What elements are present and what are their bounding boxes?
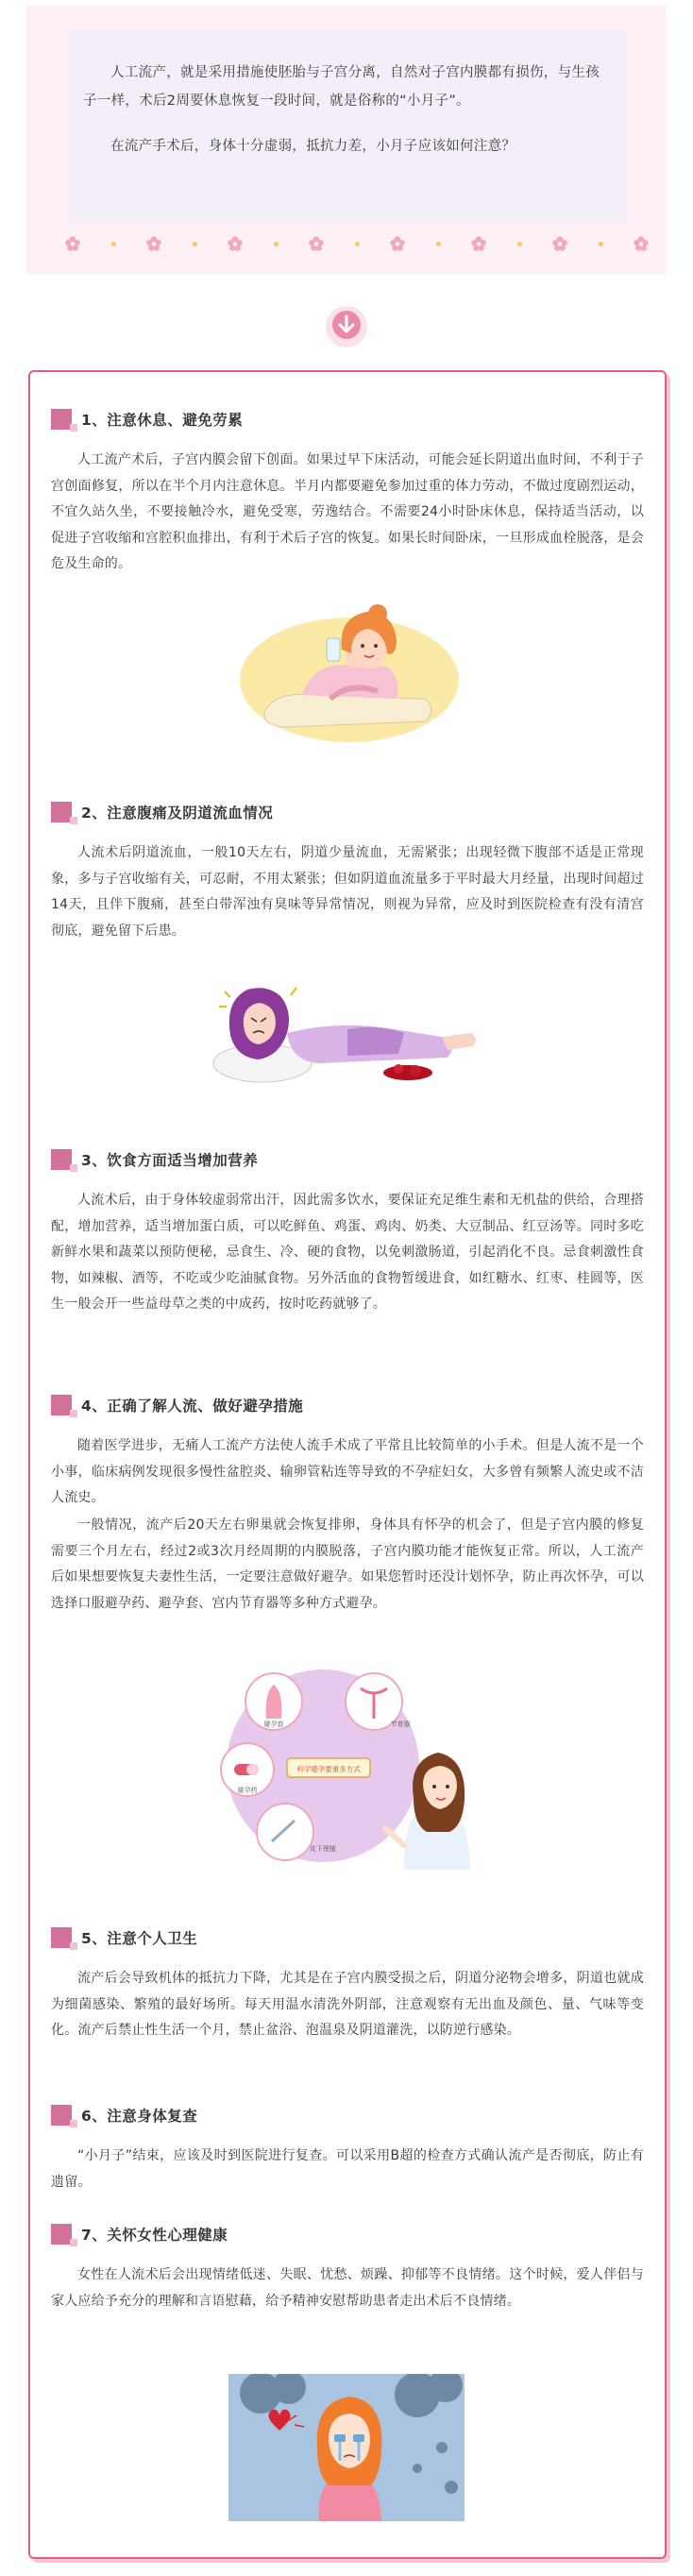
section-heading: [51, 1394, 303, 1416]
scroll-down-button[interactable]: [324, 304, 369, 349]
heading-marker: [51, 2224, 72, 2245]
condom-label: 避孕套: [263, 1720, 284, 1728]
section-title-text: 2、注意腹痛及阴道流血情况: [81, 805, 274, 822]
dot-icon: [355, 242, 360, 246]
section-heading: [51, 2223, 228, 2246]
section-paragraph: “小月子”结束，应该及时到医院进行复查。可以采用B超的检查方式确认流产是否彻底，防止有遗留。: [51, 2148, 644, 2190]
section-paragraph: 人流术后阴道流血，一般10天左右，阴道少量流血，无需紧张；出现轻微下腹部不适是正常现象，多与子宫收缩有关，可忍耐，不用太紧张；但如阴道血流量多于平时最大月经量，出现时间超过14天，且伴下腹痛，甚至白带浑浊有臭味等异常情况，则视为异常，应及时到医院检查有没有清宫彻底，避免留下后患。: [51, 845, 644, 939]
section-title-text: 6、注意身体复查: [81, 2108, 198, 2125]
intro-text-box: [68, 30, 627, 223]
flower-icon: [145, 235, 162, 252]
contraception-methods-illustration: [219, 1666, 474, 1872]
section-heading: [51, 801, 273, 823]
dot-icon: [274, 242, 279, 246]
intro-paragraph: 人工流产，就是采用措施使胚胎与子宫分离，自然对子宫内膜都有损伤，与生孩子一样，术后2周要休息恢复一段时间，就是俗称的“小月子”。: [83, 65, 600, 109]
section-paragraph: 一般情况，流产后20天左右卵巢就会恢复排卵，身体具有怀孕的机会了，但是子宫内膜的修复需要三个月左右，经过2或3次月经周期的内膜脱落，子宫内膜功能才能恢复正常。所以，人工流产后如果想要恢复夫妻性生活，一定要注意做好避孕。如果您暂时还没计划怀孕，防止再次怀孕，可以选择口服避孕药、避孕套、宫内节育器等多种方式避孕。: [51, 1517, 644, 1611]
implant-label: 皮下埋植: [310, 1845, 336, 1853]
abdominal-pain-illustration: [206, 978, 489, 1090]
article-body-card: [28, 370, 667, 2559]
sad-woman-illustration: [228, 2374, 465, 2521]
flower-icon: [633, 235, 650, 252]
section-title-text: 1、注意休息、避免劳累: [81, 412, 244, 429]
dot-icon: [193, 242, 197, 246]
section-paragraph: 人流术后，由于身体较虚弱常出汗，因此需多饮水，要保证充足维生素和无机盐的供给，合理搭配，增加营养，适当增加蛋白质，可以吃鲜鱼、鸡蛋、鸡肉、奶类、大豆制品、红豆汤等。同时多吃新鲜水果和蔬菜以预防便秘，忌食生、冷、硬的食物，以免刺激肠道，引起消化不良。忌食刺激性食物，如辣椒、酒等，不吃或少吃油腻食物。另外活血的食物暂缓进食，如红糖水、红枣、桂圆等，医生一般会开一些益母草之类的中成药，按时吃药就够了。: [51, 1193, 644, 1312]
dot-icon: [436, 242, 441, 246]
section-paragraph: 女性在人流术后会出现情绪低迷、失眠、忧愁、烦躁、抑郁等不良情绪。这个时候，爱人伴侣与家人应给予充分的理解和言语慰藉，给予精神安慰帮助患者走出术后不良情绪。: [51, 2267, 644, 2309]
dot-icon: [599, 242, 603, 246]
decorative-flower-row: [64, 232, 650, 255]
intro-card: [26, 6, 667, 274]
heading-marker: [51, 1395, 72, 1415]
section-heading: [51, 1148, 258, 1171]
iud-label: 节育器: [390, 1720, 411, 1728]
section-title-text: 7、关怀女性心理健康: [81, 2227, 228, 2244]
down-arrow-icon: [324, 304, 369, 349]
section-paragraph: 随着医学进步，无痛人工流产方法使人流手术成了平常且比较简单的小手术。但是人流不是一个小事，临床病例发现很多慢性盆腔炎、输卵管粘连等导致的不孕症妇女，大多曾有频繁人流史或不洁人流史。: [51, 1438, 644, 1505]
contraception-banner-label: 科学避孕要重多方式: [296, 1765, 361, 1773]
dot-icon: [111, 242, 116, 246]
flower-icon: [470, 235, 487, 252]
heading-marker: [51, 1927, 72, 1948]
section-heading: [51, 408, 243, 431]
section-paragraph: 人工流产术后，子宫内膜会留下创面。如果过早下床活动，可能会延长阴道出血时间，不利于子宫创面修复，所以在半个月内注意休息。半月内都要避免参加过重的体力劳动，不做过度剧烈运动，不宜久站久坐，不要接触冷水，避免受寒，劳逸结合。不需要24小时卧床休息，保持适当活动，以促进子宫收缩和宫腔积血排出，有利于术后子宫的恢复。如果长时间卧床，一旦形成血栓脱落，是会危及生命的。: [51, 452, 644, 571]
heading-marker: [51, 1149, 72, 1170]
resting-woman-illustration: [236, 601, 463, 744]
section-title-text: 4、正确了解人流、做好避孕措施: [81, 1398, 304, 1415]
heading-marker: [51, 2105, 72, 2126]
section-paragraph: 流产后会导致机体的抵抗力下降，尤其是在子宫内膜受损之后，阴道分泌物会增多，阴道也就成为细菌感染、繁殖的最好场所。每天用温水清洗外阴部，注意观察有无出血及颜色、量、气味等变化。流产后禁止性生活一个月，禁止盆浴、泡温泉及阴道灌洗，以防逆行感染。: [51, 1971, 644, 2038]
flower-icon: [308, 235, 325, 252]
flower-icon: [389, 235, 406, 252]
flower-icon: [64, 235, 81, 252]
pill-label: 避孕药: [237, 1787, 258, 1794]
intro-question: 在流产手术后，身体十分虚弱，抵抗力差，小月子应该如何注意？: [110, 139, 516, 154]
section-heading: [51, 1926, 197, 1949]
section-heading: [51, 2104, 197, 2127]
flower-icon: [227, 235, 244, 252]
section-title-text: 3、饮食方面适当增加营养: [81, 1152, 259, 1169]
flower-icon: [551, 235, 568, 252]
section-title-text: 5、注意个人卫生: [81, 1930, 198, 1947]
dot-icon: [517, 242, 522, 246]
heading-marker: [51, 409, 72, 430]
heading-marker: [51, 802, 72, 822]
